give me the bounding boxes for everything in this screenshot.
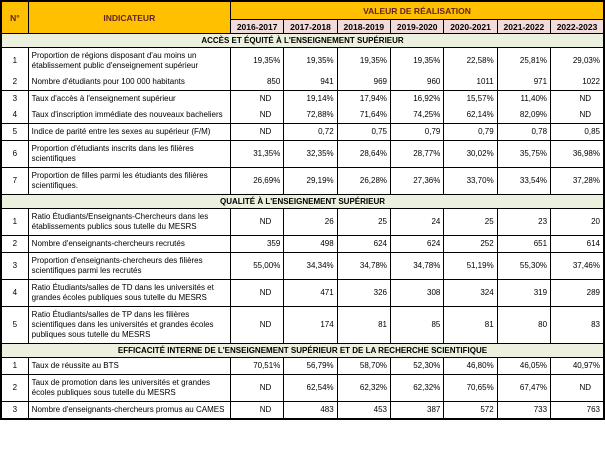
table-row [1, 168, 604, 195]
value-cell: 34,78% [391, 253, 444, 280]
value-cell: 58,70% [337, 358, 390, 375]
row-number: 6 [1, 141, 28, 168]
table-row [1, 124, 604, 141]
table-row [1, 107, 604, 124]
value-cell: 35,75% [497, 141, 550, 168]
row-number: 4 [1, 107, 28, 124]
table-row [1, 375, 604, 402]
value-cell: ND [230, 209, 283, 236]
value-cell: 308 [391, 280, 444, 307]
value-cell: 614 [551, 236, 604, 253]
value-cell: 62,54% [284, 375, 337, 402]
indicator-label: Ratio Étudiants/salles de TD dans les universités et grandes écoles publiques sous tutelle du MESRS [28, 280, 230, 307]
indicator-label: Taux de promotion dans les universités et grandes écoles publiques sous tutelle du MESRS [28, 375, 230, 402]
value-cell: 71,64% [337, 107, 390, 124]
indicator-label: Ratio Étudiants/Enseignants-Chercheurs dans les établissements publics sous tutelle du MESRS [28, 209, 230, 236]
table-row [1, 402, 604, 420]
value-cell: 40,97% [551, 358, 604, 375]
value-cell: 19,35% [284, 48, 337, 75]
value-cell: ND [230, 375, 283, 402]
value-cell: 34,78% [337, 253, 390, 280]
value-cell: 453 [337, 402, 390, 420]
value-cell: 27,36% [391, 168, 444, 195]
row-number: 1 [1, 358, 28, 375]
value-cell: 20 [551, 209, 604, 236]
row-number: 2 [1, 74, 28, 91]
year-column-header: 2017-2018 [284, 20, 337, 34]
value-cell: 30,02% [444, 141, 497, 168]
value-cell: 51,19% [444, 253, 497, 280]
row-number: 1 [1, 48, 28, 75]
table-row [1, 91, 604, 108]
indicator-label: Proportion de régions disposant d'au moins un établissement public d'enseignement supérieur [28, 48, 230, 75]
year-column-header: 2021-2022 [497, 20, 550, 34]
section-title: EFFICACITÉ INTERNE DE L'ENSEIGNEMENT SUPÉRIEUR ET DE LA RECHERCHE SCIENTIFIQUE [1, 344, 604, 358]
value-cell: 32,35% [284, 141, 337, 168]
value-cell: 26,28% [337, 168, 390, 195]
value-cell: ND [551, 375, 604, 402]
value-cell: 572 [444, 402, 497, 420]
value-cell: 960 [391, 74, 444, 91]
indicator-label: Proportion de filles parmi les étudiants des filières scientifiques. [28, 168, 230, 195]
value-cell: 62,32% [391, 375, 444, 402]
table-row [1, 74, 604, 91]
value-cell: 0,78 [497, 124, 550, 141]
row-number: 2 [1, 236, 28, 253]
indicator-label: Taux d'inscription immédiate des nouveaux bacheliers [28, 107, 230, 124]
table-row [1, 253, 604, 280]
value-cell: 252 [444, 236, 497, 253]
value-cell: 62,32% [337, 375, 390, 402]
value-cell: 19,35% [337, 48, 390, 75]
header-row-top [1, 1, 604, 20]
value-cell: 23 [497, 209, 550, 236]
indicator-label: Proportion d'enseignants-chercheurs des filières scientifiques parmi les recrutés [28, 253, 230, 280]
value-cell: 28,77% [391, 141, 444, 168]
value-cell: 17,94% [337, 91, 390, 108]
value-cell: 33,70% [444, 168, 497, 195]
section-header-row [1, 344, 604, 358]
value-cell: 11,40% [497, 91, 550, 108]
value-cell: 72,88% [284, 107, 337, 124]
table-row [1, 236, 604, 253]
value-cell: 624 [337, 236, 390, 253]
value-cell: 55,30% [497, 253, 550, 280]
indicator-label: Taux de réussite au BTS [28, 358, 230, 375]
column-header-indicator: INDICATEUR [28, 1, 230, 34]
value-cell: ND [551, 91, 604, 108]
row-number: 5 [1, 124, 28, 141]
value-cell: 25,81% [497, 48, 550, 75]
value-cell: ND [230, 124, 283, 141]
value-cell: 25 [337, 209, 390, 236]
value-cell: 941 [284, 74, 337, 91]
value-cell: 971 [497, 74, 550, 91]
value-cell: 25 [444, 209, 497, 236]
value-cell: ND [230, 107, 283, 124]
table-row [1, 280, 604, 307]
value-cell: 359 [230, 236, 283, 253]
value-cell: 498 [284, 236, 337, 253]
value-cell: 387 [391, 402, 444, 420]
value-cell: ND [230, 280, 283, 307]
value-cell: 36,98% [551, 141, 604, 168]
value-cell: 56,79% [284, 358, 337, 375]
value-cell: 483 [284, 402, 337, 420]
value-cell: 33,54% [497, 168, 550, 195]
year-column-header: 2020-2021 [444, 20, 497, 34]
year-column-header: 2016-2017 [230, 20, 283, 34]
table-row [1, 48, 604, 75]
value-cell: 1011 [444, 74, 497, 91]
value-cell: 85 [391, 307, 444, 344]
value-cell: 29,19% [284, 168, 337, 195]
table-row [1, 358, 604, 375]
value-cell: 0,75 [337, 124, 390, 141]
indicator-label: Ratio Étudiants/salles de TP dans les filières scientifiques dans les universités et grandes écoles publiques sous tutelle du MESRS [28, 307, 230, 344]
value-cell: 0,79 [391, 124, 444, 141]
indicator-label: Proportion d'étudiants inscrits dans les filières scientifiques [28, 141, 230, 168]
value-cell: 763 [551, 402, 604, 420]
table-row [1, 209, 604, 236]
value-cell: 624 [391, 236, 444, 253]
value-cell: 29,03% [551, 48, 604, 75]
row-number: 3 [1, 253, 28, 280]
value-cell: 850 [230, 74, 283, 91]
indicator-label: Taux d'accès à l'enseignement supérieur [28, 91, 230, 108]
value-cell: ND [230, 402, 283, 420]
value-cell: 70,65% [444, 375, 497, 402]
year-column-header: 2019-2020 [391, 20, 444, 34]
value-cell: 55,00% [230, 253, 283, 280]
value-cell: 62,14% [444, 107, 497, 124]
value-cell: 26 [284, 209, 337, 236]
value-cell: ND [230, 91, 283, 108]
year-column-header: 2018-2019 [337, 20, 390, 34]
indicator-label: Nombre d'étudiants pour 100 000 habitants [28, 74, 230, 91]
section-title: QUALITÉ À L'ENSEIGNEMENT SUPÉRIEUR [1, 195, 604, 209]
value-cell: 37,46% [551, 253, 604, 280]
value-cell: 52,30% [391, 358, 444, 375]
value-cell: 969 [337, 74, 390, 91]
value-cell: 19,35% [230, 48, 283, 75]
indicator-label: Nombre d'enseignants-chercheurs promus au CAMES [28, 402, 230, 420]
value-cell: 24 [391, 209, 444, 236]
value-cell: 319 [497, 280, 550, 307]
value-cell: 70,51% [230, 358, 283, 375]
value-cell: 34,34% [284, 253, 337, 280]
year-column-header: 2022-2023 [551, 20, 604, 34]
value-cell: ND [551, 107, 604, 124]
value-cell: 0,72 [284, 124, 337, 141]
row-number: 2 [1, 375, 28, 402]
value-cell: 74,25% [391, 107, 444, 124]
row-number: 1 [1, 209, 28, 236]
value-cell: 651 [497, 236, 550, 253]
section-header-row [1, 34, 604, 48]
row-number: 3 [1, 402, 28, 420]
value-cell: 19,35% [391, 48, 444, 75]
row-number: 5 [1, 307, 28, 344]
row-number: 7 [1, 168, 28, 195]
value-cell: 81 [337, 307, 390, 344]
value-cell: 26,69% [230, 168, 283, 195]
value-cell: 46,80% [444, 358, 497, 375]
value-cell: 28,64% [337, 141, 390, 168]
value-cell: 324 [444, 280, 497, 307]
value-cell: 289 [551, 280, 604, 307]
value-cell: 733 [497, 402, 550, 420]
value-cell: 67,47% [497, 375, 550, 402]
value-cell: 1022 [551, 74, 604, 91]
section-header-row [1, 195, 604, 209]
value-cell: 83 [551, 307, 604, 344]
row-number: 4 [1, 280, 28, 307]
value-cell: 471 [284, 280, 337, 307]
table-row [1, 141, 604, 168]
value-cell: 0,79 [444, 124, 497, 141]
value-cell: 15,57% [444, 91, 497, 108]
value-cell: 0,85 [551, 124, 604, 141]
indicator-label: Indice de parité entre les sexes au supérieur (F/M) [28, 124, 230, 141]
value-cell: 46,05% [497, 358, 550, 375]
value-cell: 16,92% [391, 91, 444, 108]
value-cell: 174 [284, 307, 337, 344]
value-cell: 82,09% [497, 107, 550, 124]
table-row [1, 307, 604, 344]
value-cell: 31,35% [230, 141, 283, 168]
value-cell: 19,14% [284, 91, 337, 108]
value-cell: ND [230, 307, 283, 344]
value-cell: 22,58% [444, 48, 497, 75]
value-cell: 326 [337, 280, 390, 307]
value-cell: 37,28% [551, 168, 604, 195]
value-cell: 81 [444, 307, 497, 344]
value-cell: 80 [497, 307, 550, 344]
indicator-label: Nombre d'enseignants-chercheurs recrutés [28, 236, 230, 253]
column-header-value-group: VALEUR DE RÉALISATION [230, 1, 604, 20]
row-number: 3 [1, 91, 28, 108]
section-title: ACCÈS ET ÉQUITÉ À L'ENSEIGNEMENT SUPÉRIEUR [1, 34, 604, 48]
column-header-no: N° [1, 1, 28, 34]
